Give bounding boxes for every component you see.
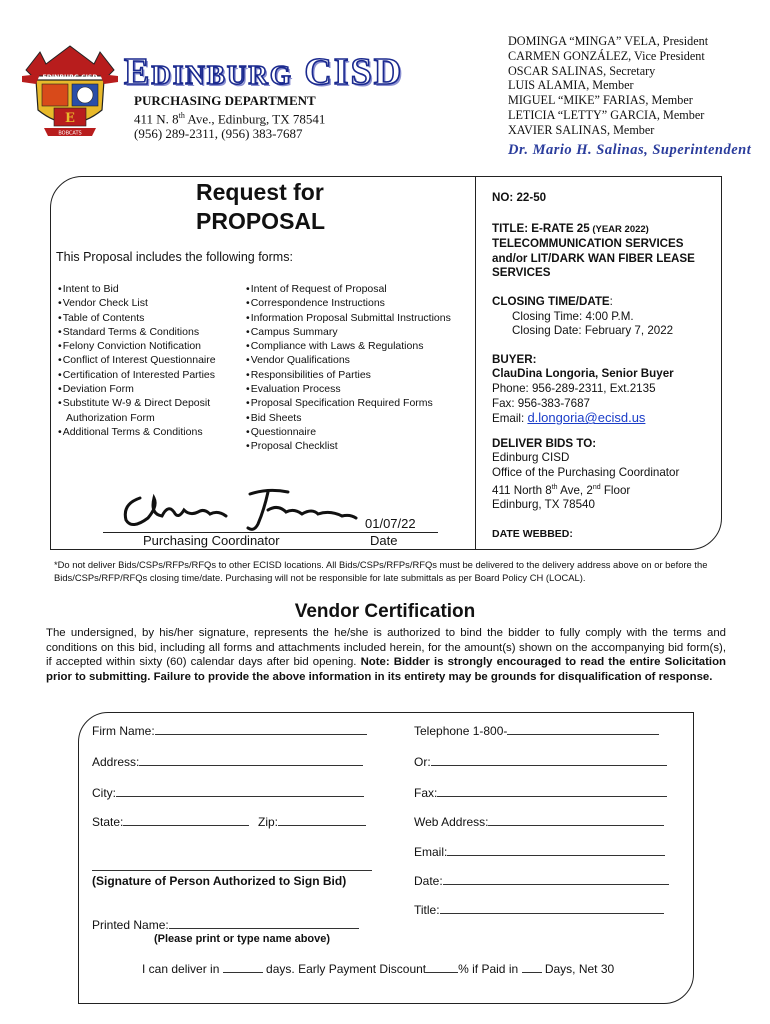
list-item: • Vendor Check List: [58, 296, 216, 310]
buyer-email-link[interactable]: d.longoria@ecisd.us: [527, 410, 646, 426]
list-item: • Vendor Qualifications: [246, 353, 451, 367]
deliver-line: 411 North 8th Ave, 2nd Floor: [492, 483, 631, 497]
buyer-label: BUYER:: [492, 352, 537, 366]
buyer-phone: Phone: 956-289-2311, Ext.2135: [492, 381, 656, 395]
vendor-certification-text: The undersigned, by his/her signature, represents the he/she is authorized to bind the bidder to fully comply with the terms and conditions on this bid, including all forms and attachments included herein, for the amount(s) shown on the accompanying bid form(s), if accepted within sixty (60) calendar days after bid opening. Note: Bidder is strongly encouraged to read the entire Solicitation prior to submitting. Failure to provide the above information in its entirety may be grounds for disqualification of response.: [46, 627, 726, 683]
list-item: • Responsibilities of Parties: [246, 368, 451, 382]
board-member: OSCAR SALINAS, Secretary: [508, 63, 656, 78]
list-item: • Bid Sheets: [246, 411, 451, 425]
logo-text-top: EDINBURG CISD: [42, 74, 98, 81]
board-member: LUIS ALAMIA, Member: [508, 78, 634, 93]
closing-date: Closing Date: February 7, 2022: [512, 324, 674, 338]
buyer-email-row: Email: d.longoria@ecisd.us: [492, 410, 646, 426]
signature-label: (Signature of Person Authorized to Sign Bid): [92, 874, 347, 888]
discount-field[interactable]: [426, 962, 458, 973]
board-member: CARMEN GONZÁLEZ, Vice President: [508, 48, 705, 63]
board-members: [508, 34, 708, 138]
forms-list-right: [246, 282, 451, 454]
vendor-certification-title: Vendor Certification: [294, 601, 476, 622]
or-field[interactable]: Or:: [414, 755, 667, 769]
closing-label: CLOSING TIME/DATE:: [492, 294, 613, 308]
email-field[interactable]: Email:: [414, 845, 665, 859]
signature-role: Purchasing Coordinator: [143, 533, 280, 548]
rfp-title-text: TELECOMMUNICATION SERVICES and/or LIT/DARK WAN FIBER LEASE SERVICES: [492, 237, 695, 280]
deliver-line: Office of the Purchasing Coordinator: [492, 465, 680, 479]
signature-date-label: Date: [370, 533, 398, 548]
list-item: • Additional Terms & Conditions: [58, 425, 216, 439]
web-address-field[interactable]: Web Address:: [414, 815, 664, 829]
date-webbed: DATE WEBBED:: [492, 527, 573, 540]
logo-text-bottom: BOBCATS: [58, 130, 82, 137]
signature-field[interactable]: [92, 870, 372, 871]
board-member: XAVIER SALINAS, Member: [508, 122, 655, 137]
list-item: • Intent to Bid: [58, 282, 216, 296]
handwritten-signature: [118, 484, 358, 534]
board-member: LETICIA “LETTY” GARCIA, Member: [508, 107, 705, 122]
board-member: DOMINGA “MINGA” VELA, President: [508, 34, 709, 48]
list-item: • Conflict of Interest Questionnaire: [58, 353, 216, 367]
list-item: • Evaluation Process: [246, 382, 451, 396]
buyer-fax: Fax: 956-383-7687: [492, 396, 590, 410]
list-item: • Questionnaire: [246, 425, 451, 439]
district-logo: [20, 36, 120, 142]
list-item: • Correspondence Instructions: [246, 296, 451, 310]
address-field[interactable]: Address:: [92, 755, 363, 769]
forms-list-left: [58, 282, 216, 439]
deliver-label: DELIVER BIDS TO:: [492, 436, 597, 450]
board-member: MIGUEL “MIKE” FARIAS, Member: [508, 93, 693, 108]
delivery-days-field[interactable]: [223, 962, 263, 973]
state-field[interactable]: State:: [92, 815, 249, 829]
list-item: • Proposal Checklist: [246, 439, 451, 453]
rfp-title-field: TITLE: E-RATE 25 (YEAR 2022): [492, 221, 649, 235]
print-note: (Please print or type name above): [154, 933, 331, 945]
list-item: • Compliance with Laws & Regulations: [246, 339, 451, 353]
delivery-terms: I can deliver in days. Early Payment Discount % if Paid in Days, Net 30: [142, 962, 615, 976]
list-item: • Felony Conviction Notification: [58, 339, 216, 353]
list-item: • Campus Summary: [246, 325, 451, 339]
firm-name-field[interactable]: Firm Name:: [92, 724, 367, 738]
deliver-line: Edinburg CISD: [492, 451, 570, 465]
department-phones: (956) 289-2311, (956) 383-7687: [134, 126, 303, 142]
zip-field[interactable]: Zip:: [258, 815, 366, 829]
department-block: [134, 93, 325, 141]
city-field[interactable]: City:: [92, 786, 364, 800]
disclaimer: *Do not deliver Bids/CSPs/RFPs/RFQs to other ECISD locations. All Bids/CSPs/RFPs/RFQs must be delivered to the delivery address above on or before the Bids/CSPs/RFP/RFQs closing time/date. Purchasing will not be responsible for late submittals as per Board Policy CH (LOCAL).: [54, 559, 708, 583]
list-item: • Standard Terms & Conditions: [58, 325, 216, 339]
list-item: • Substitute W-9 & Direct Deposit: [58, 396, 216, 410]
superintendent: Dr. Mario H. Salinas, Superintendent: [508, 142, 752, 158]
forms-intro: This Proposal includes the following forms:: [56, 250, 293, 264]
paid-in-days-field[interactable]: [522, 962, 542, 973]
list-item: • Information Proposal Submittal Instructions: [246, 311, 451, 325]
fax-field[interactable]: Fax:: [414, 786, 667, 800]
rfp-divider: [475, 177, 476, 549]
rfp-title: Request for PROPOSAL: [196, 179, 326, 234]
department-address: 411 N. 8th Ave., Edinburg, TX 78541: [134, 111, 326, 127]
list-item: • Intent of Request of Proposal: [246, 282, 451, 296]
rfp-number: NO: 22-50: [492, 191, 547, 204]
svg-text:E: E: [65, 111, 75, 126]
rfp-details: [492, 191, 718, 541]
list-item: • Certification of Interested Parties: [58, 368, 216, 382]
district-name: Edinburg CISD: [124, 51, 404, 93]
title-field[interactable]: Title:: [414, 903, 664, 917]
signature-date: 01/07/22: [365, 516, 416, 531]
printed-name-field[interactable]: Printed Name:: [92, 918, 359, 932]
department-name: PURCHASING DEPARTMENT: [134, 93, 316, 108]
closing-time: Closing Time: 4:00 P.M.: [512, 309, 634, 323]
date-field[interactable]: Date:: [414, 874, 669, 888]
telephone-field[interactable]: Telephone 1-800-: [414, 724, 659, 738]
buyer-name: ClauDina Longoria, Senior Buyer: [492, 367, 674, 381]
list-item: • Table of Contents: [58, 311, 216, 325]
deliver-line: Edinburg, TX 78540: [492, 497, 595, 511]
list-item: • Deviation Form: [58, 382, 216, 396]
list-item: • Proposal Specification Required Forms: [246, 396, 451, 410]
list-item-continuation: Authorization Form: [66, 411, 155, 424]
